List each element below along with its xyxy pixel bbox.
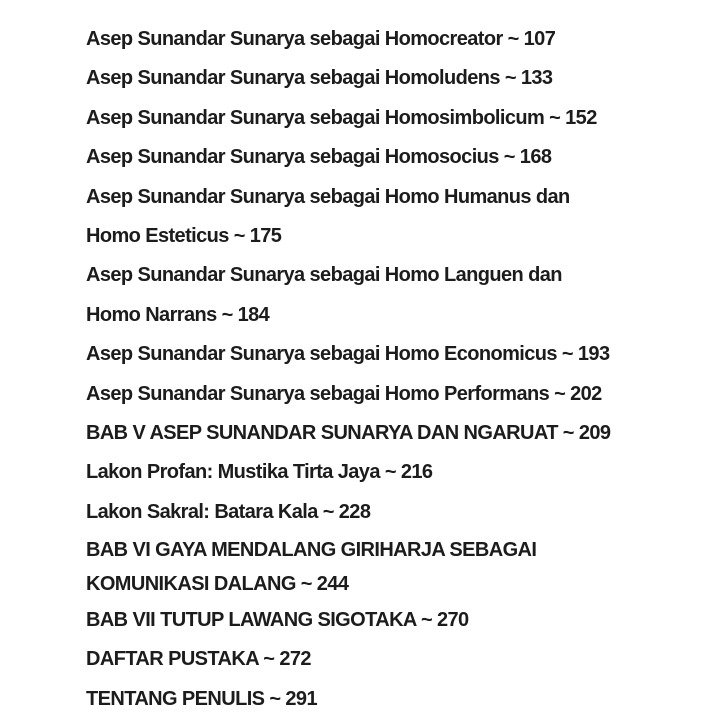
toc-entry-homosimbolicum: Asep Sunandar Sunarya sebagai Homosimbolicum ~ 152 xyxy=(86,106,597,129)
toc-entry-lakon-profan: Lakon Profan: Mustika Tirta Jaya ~ 216 xyxy=(86,461,433,484)
toc-entry-homo-humanus-line2: Homo Esteticus ~ 175 xyxy=(86,224,282,247)
toc-entry-bab-vi-line2: KOMUNIKASI DALANG ~ 244 xyxy=(86,573,349,596)
toc-entry-homo-languen-line2: Homo Narrans ~ 184 xyxy=(86,303,270,326)
toc-entry-bab-vi-line1: BAB VI GAYA MENDALANG GIRIHARJA SEBAGAI xyxy=(86,539,537,562)
toc-entry-homo-economicus: Asep Sunandar Sunarya sebagai Homo Economicus ~ 193 xyxy=(86,343,610,366)
toc-entry-homoludens: Asep Sunandar Sunarya sebagai Homoludens ~ 133 xyxy=(86,67,553,90)
toc-entry-bab-vii: BAB VII TUTUP LAWANG SIGOTAKA ~ 270 xyxy=(86,609,469,632)
toc-entry-bab-v: BAB V ASEP SUNANDAR SUNARYA DAN NGARUAT ~ 209 xyxy=(86,421,611,444)
toc-entry-homo-languen-line1: Asep Sunandar Sunarya sebagai Homo Languen dan xyxy=(86,264,562,287)
toc-entry-homo-performans: Asep Sunandar Sunarya sebagai Homo Performans ~ 202 xyxy=(86,382,602,405)
toc-entry-homo-humanus-line1: Asep Sunandar Sunarya sebagai Homo Humanus dan xyxy=(86,185,570,208)
table-of-contents xyxy=(86,20,610,719)
toc-entry-homocreator: Asep Sunandar Sunarya sebagai Homocreator ~ 107 xyxy=(86,28,556,50)
toc-entry-lakon-sakral: Lakon Sakral: Batara Kala ~ 228 xyxy=(86,500,371,523)
toc-entry-homosocius: Asep Sunandar Sunarya sebagai Homosocius ~ 168 xyxy=(86,146,552,169)
toc-entry-daftar-pustaka: DAFTAR PUSTAKA ~ 272 xyxy=(86,648,311,671)
toc-entry-tentang-penulis: TENTANG PENULIS ~ 291 xyxy=(86,687,317,710)
